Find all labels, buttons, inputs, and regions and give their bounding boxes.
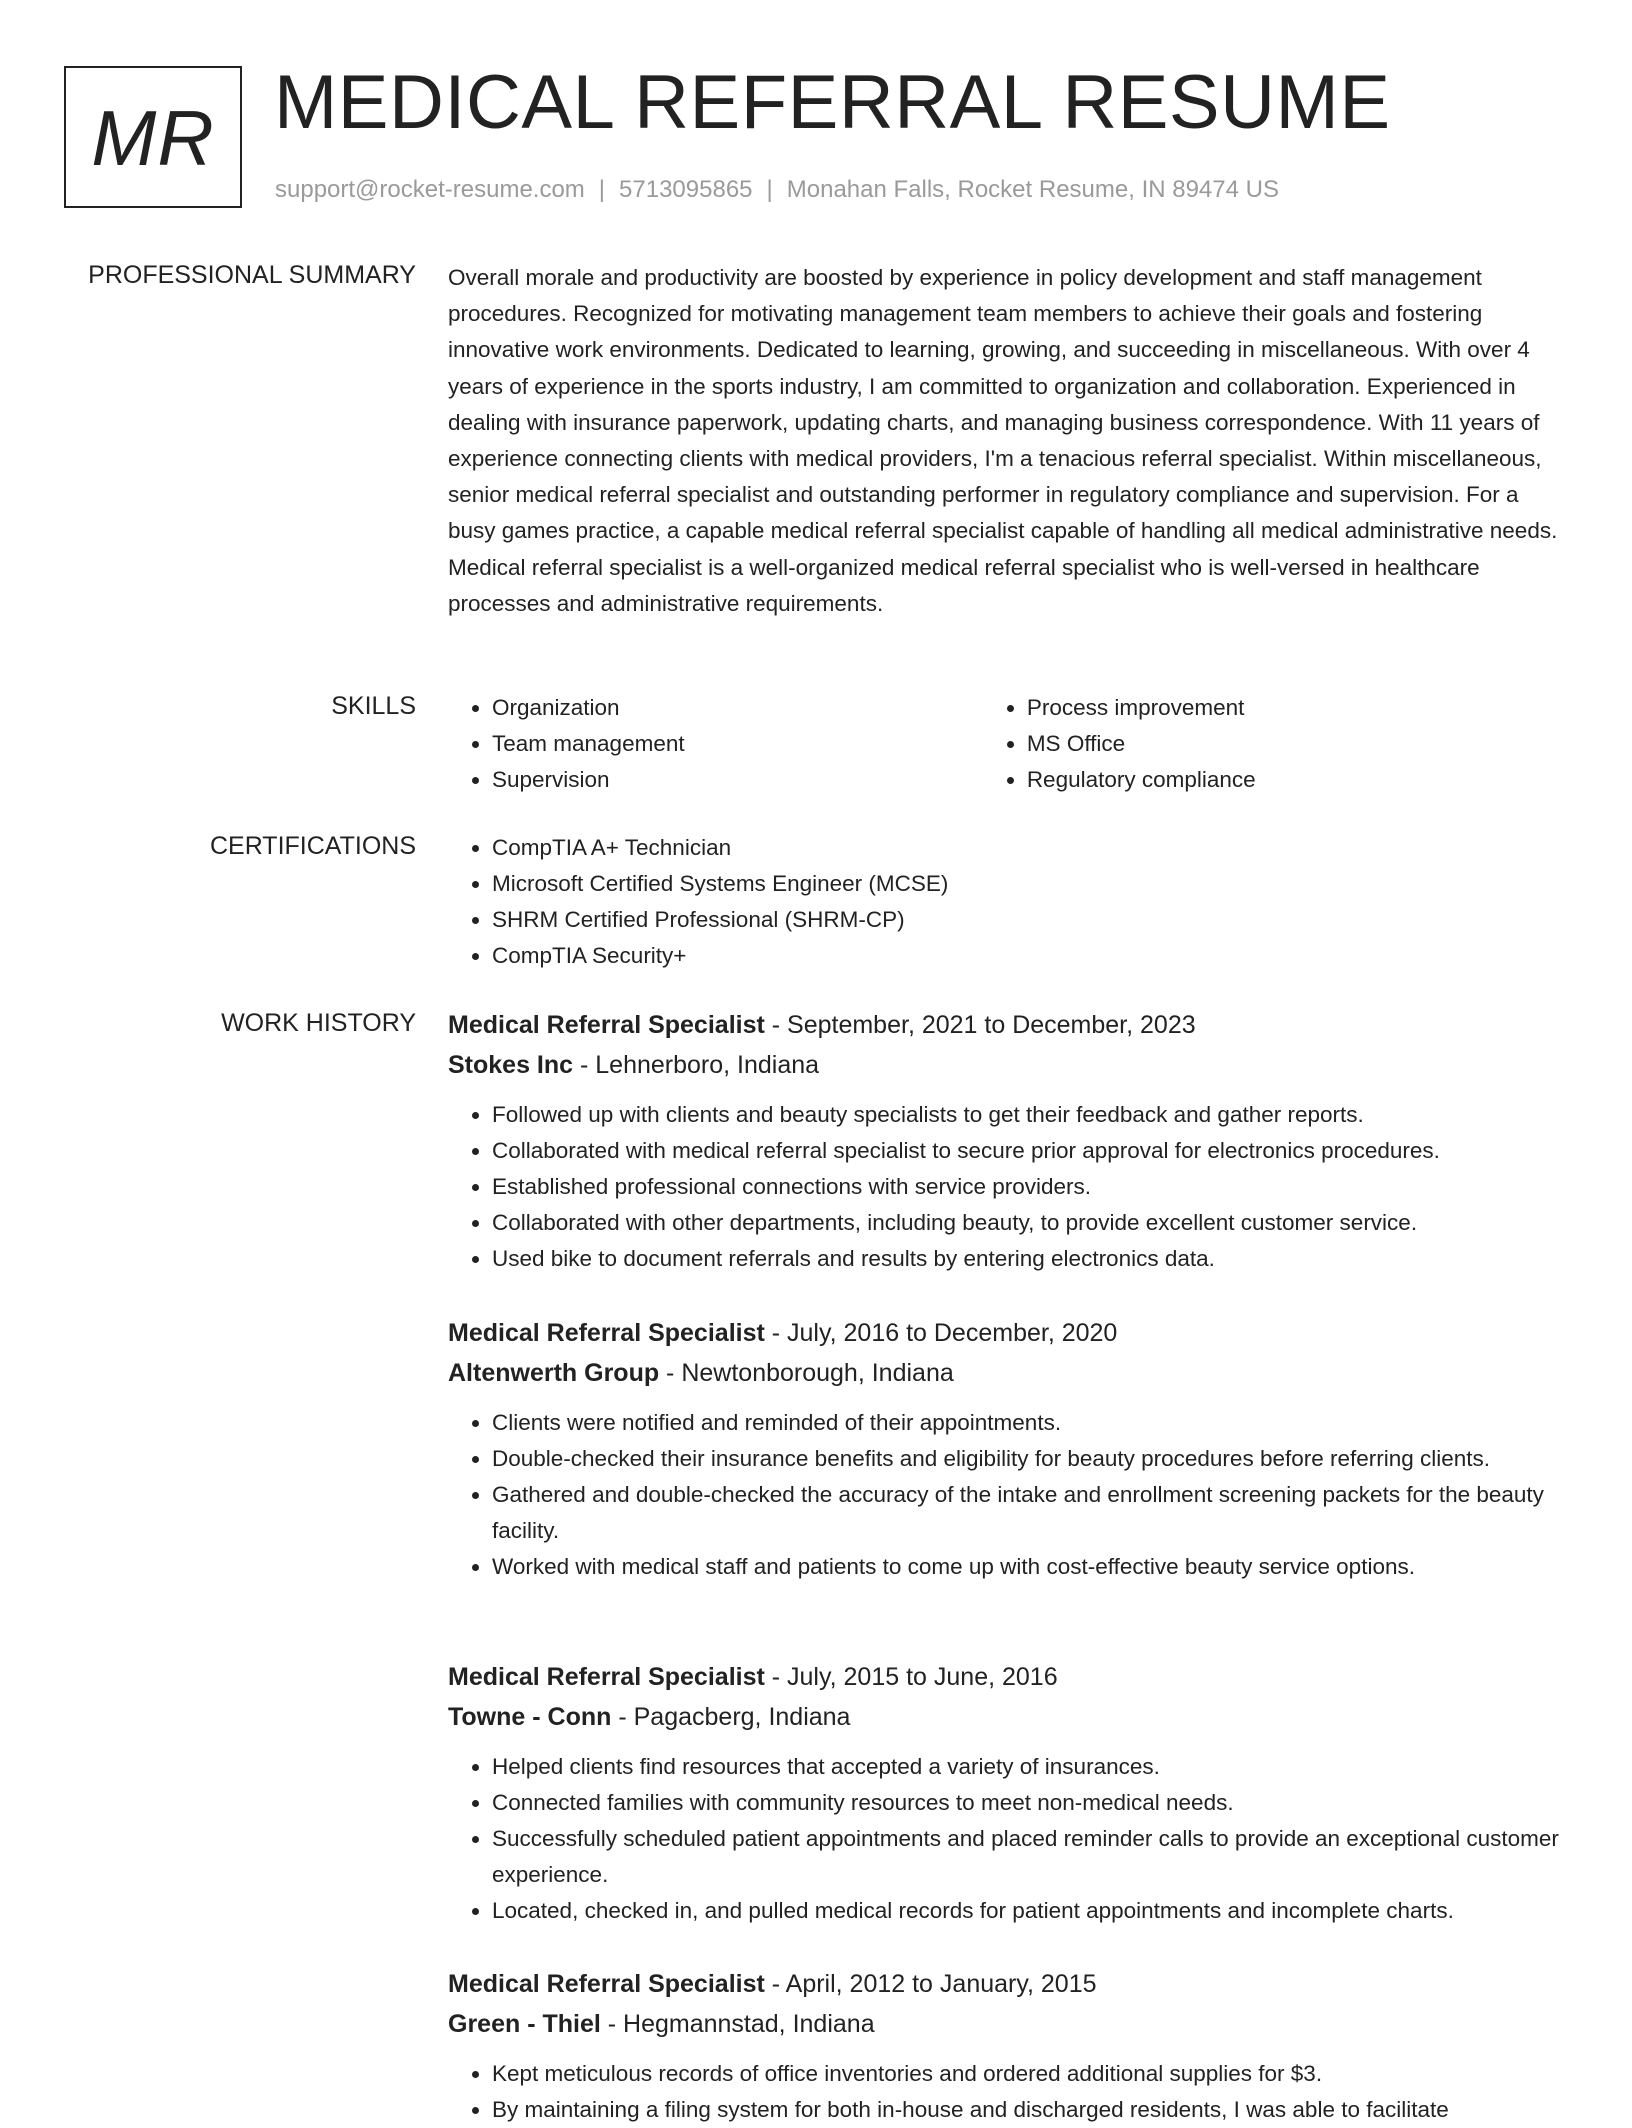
- job-bullet: • By maintaining a filing system for both in-house and discharged residents, I was able to facilitate: [492, 2092, 1570, 2128]
- skills-grid: [448, 690, 1570, 798]
- contact-phone[interactable]: 5713095865: [619, 176, 753, 203]
- job-bullet: • Located, checked in, and pulled medical records for patient appointments and incomplete charts.: [492, 1893, 1570, 1929]
- monogram-box: [64, 66, 242, 208]
- certifications-list: [448, 830, 1570, 974]
- job-bullet: • Used bike to document referrals and results by entering electronics data.: [492, 1241, 1570, 1277]
- contact-line: [275, 174, 1279, 206]
- job-title-line: [448, 1313, 1570, 1353]
- skills-label: SKILLS: [331, 692, 416, 720]
- job-company-line: [448, 1353, 1570, 1393]
- job-bullet: • Clients were notified and reminded of their appointments.: [492, 1405, 1570, 1441]
- certification-item: • CompTIA Security+: [492, 938, 1570, 974]
- job-company-line: [448, 2004, 1570, 2044]
- job-title: Medical Referral Specialist: [448, 1011, 765, 1039]
- job-bullet: • Gathered and double-checked the accuracy of the intake and enrollment screening packets for the beauty facility.: [492, 1477, 1570, 1549]
- contact-separator: |: [766, 176, 773, 203]
- job-bullet: • Collaborated with other departments, including beauty, to provide excellent customer service.: [492, 1205, 1570, 1241]
- skill-item: • MS Office: [1027, 726, 1570, 762]
- job-bullets: [448, 1405, 1570, 1585]
- job-location: - Pagacberg, Indiana: [611, 1703, 851, 1731]
- job-title: Medical Referral Specialist: [448, 1970, 765, 1998]
- job-location: - Newtonborough, Indiana: [659, 1359, 954, 1387]
- contact-separator: |: [598, 176, 606, 203]
- job-bullet: • Established professional connections with service providers.: [492, 1169, 1570, 1205]
- job-company-line: [448, 1697, 1570, 1737]
- job-location: - Hegmannstad, Indiana: [600, 2010, 875, 2038]
- job-company-line: [448, 1045, 1570, 1085]
- skills-column-1: [448, 690, 983, 798]
- certification-item: • Microsoft Certified Systems Engineer (MCSE): [492, 866, 1570, 902]
- job-company: Stokes Inc: [448, 1051, 574, 1079]
- skills-column-2: [983, 690, 1570, 798]
- work-history-label: WORK HISTORY: [221, 1009, 416, 1037]
- skill-item: • Supervision: [492, 762, 983, 798]
- skill-item: • Regulatory compliance: [1027, 762, 1570, 798]
- job-entry: [448, 1005, 1570, 1277]
- job-bullet: • Kept meticulous records of office inventories and ordered additional supplies for $3.: [492, 2056, 1570, 2092]
- job-bullet: • Helped clients find resources that accepted a variety of insurances.: [492, 1749, 1570, 1785]
- job-bullet: • Worked with medical staff and patients to come up with cost-effective beauty service options.: [492, 1549, 1570, 1585]
- skill-item: • Organization: [492, 690, 983, 726]
- job-title-line: [448, 1657, 1570, 1697]
- job-bullet: • Followed up with clients and beauty specialists to get their feedback and gather reports.: [492, 1097, 1570, 1133]
- job-dates: - July, 2015 to June, 2016: [764, 1663, 1058, 1691]
- certification-item: • SHRM Certified Professional (SHRM-CP): [492, 902, 1570, 938]
- job-location: - Lehnerboro, Indiana: [573, 1051, 820, 1079]
- job-title: Medical Referral Specialist: [448, 1663, 765, 1691]
- job-company: Green - Thiel: [448, 2010, 601, 2038]
- job-bullets: [448, 1097, 1570, 1277]
- contact-email[interactable]: support@rocket-resume.com: [275, 176, 585, 203]
- job-bullet: • Successfully scheduled patient appointments and placed reminder calls to provide an exceptional customer experience.: [492, 1821, 1570, 1893]
- job-entry: [448, 1313, 1570, 1585]
- job-bullet: • Connected families with community resources to meet non-medical needs.: [492, 1785, 1570, 1821]
- job-company: Altenwerth Group: [448, 1359, 660, 1387]
- job-dates: - April, 2012 to January, 2015: [764, 1970, 1097, 1998]
- job-entry: [448, 1964, 1570, 2128]
- summary-label: PROFESSIONAL SUMMARY: [88, 261, 416, 289]
- job-dates: - July, 2016 to December, 2020: [764, 1319, 1118, 1347]
- job-title-line: [448, 1005, 1570, 1045]
- monogram-initials: MR: [91, 93, 215, 182]
- skill-item: • Team management: [492, 726, 983, 762]
- job-title-line: [448, 1964, 1570, 2004]
- skill-item: • Process improvement: [1027, 690, 1570, 726]
- job-company: Towne - Conn: [448, 1703, 612, 1731]
- job-dates: - September, 2021 to December, 2023: [764, 1011, 1196, 1039]
- job-bullets: [448, 1749, 1570, 1929]
- job-entry: [448, 1657, 1570, 1929]
- job-title: Medical Referral Specialist: [448, 1319, 765, 1347]
- job-bullet: • Double-checked their insurance benefits and eligibility for beauty procedures before referring clients.: [492, 1441, 1570, 1477]
- summary-text: Overall morale and productivity are boosted by experience in policy development and staff management procedures. Recognized for motivating management team members to achieve their goals and fostering innovative work environments. Dedicated to learning, growing, and succeeding in miscellaneous. With over 4 years of experience in the sports industry, I am committed to organization and collaboration. Experienced in dealing with insurance paperwork, updating charts, and managing business correspondence. With 11 years of experience connecting clients with medical providers, I'm a tenacious referral specialist. Within miscellaneous, senior medical referral specialist and outstanding performer in regulatory compliance and supervision. For a busy games practice, a capable medical referral specialist capable of handling all medical administrative needs. Medical referral specialist is a well-organized medical referral specialist who is well-versed in healthcare processes and administrative requirements.: [448, 265, 1558, 616]
- certifications-label: CERTIFICATIONS: [209, 832, 416, 860]
- job-bullets: [448, 2056, 1570, 2128]
- resume-title: MEDICAL REFERRAL RESUME: [274, 60, 1391, 145]
- certification-item: • CompTIA A+ Technician: [492, 830, 1570, 866]
- contact-location: Monahan Falls, Rocket Resume, IN 89474 US: [786, 176, 1279, 203]
- job-bullet: • Collaborated with medical referral specialist to secure prior approval for electronics procedures.: [492, 1133, 1570, 1169]
